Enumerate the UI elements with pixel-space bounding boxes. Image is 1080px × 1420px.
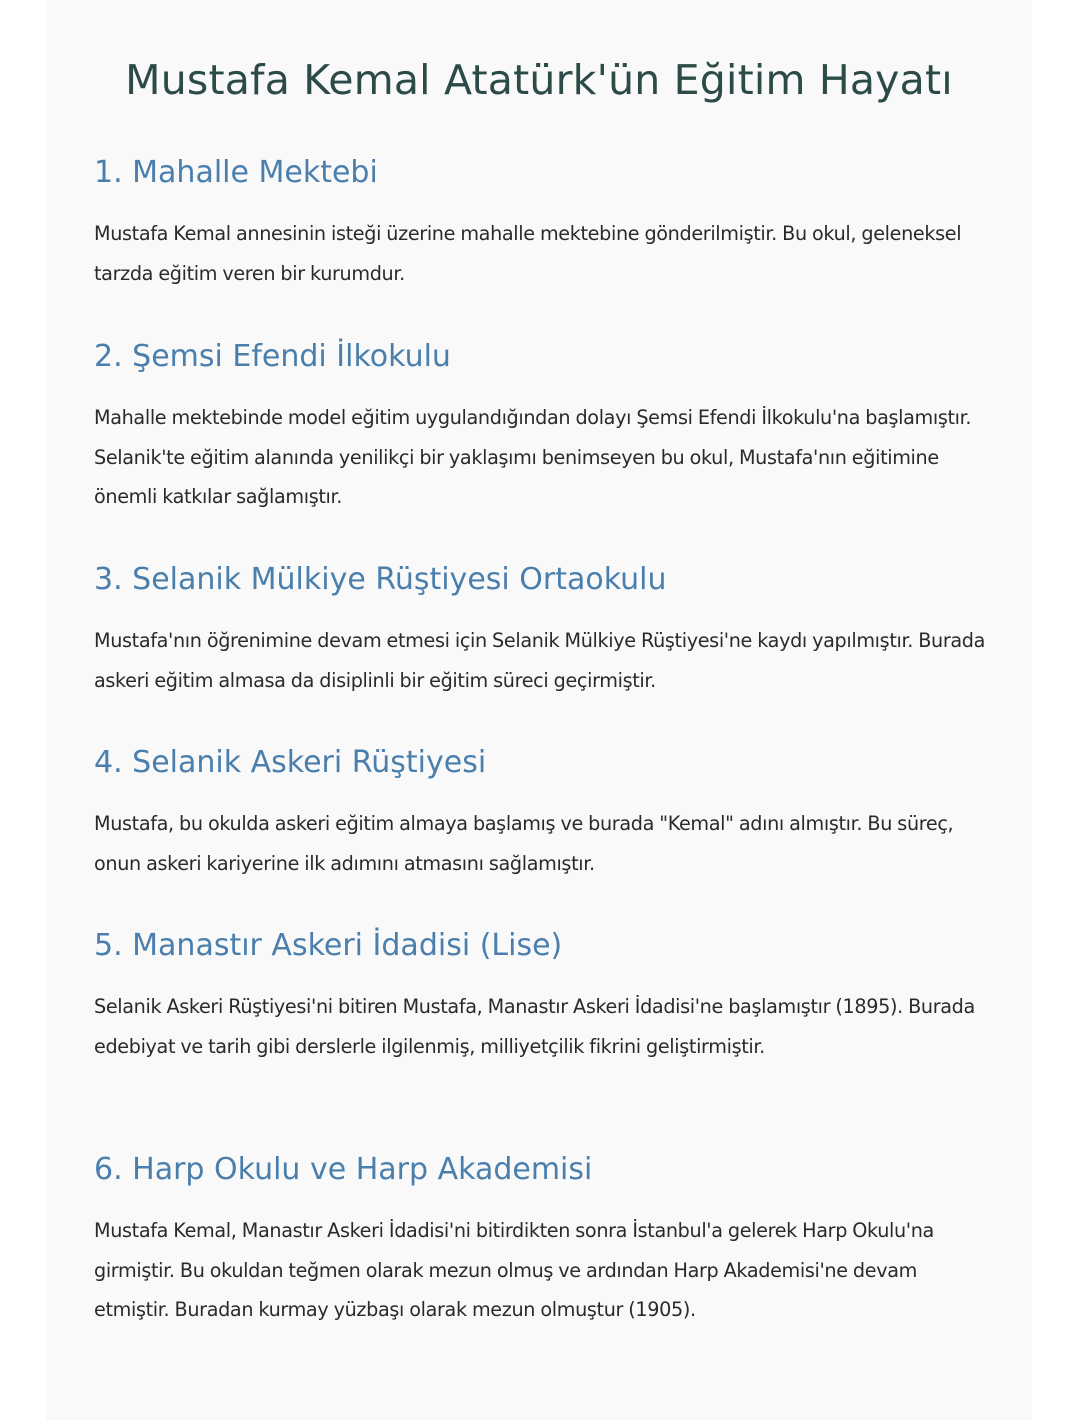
section-heading: 6. Harp Okulu ve Harp Akademisi bbox=[94, 1152, 593, 1187]
section-manastir-askeri-idadisi bbox=[94, 926, 989, 1066]
section-heading: 4. Selanik Askeri Rüştiyesi bbox=[94, 745, 487, 780]
section-heading: 2. Şemsi Efendi İlkokulu bbox=[94, 339, 451, 374]
section-body: Mahalle mektebinde model eğitim uygulandığından dolayı Şemsi Efendi İlkokulu'na başlamıştır. Selanik'te eğitim alanında yenilikçi bir yaklaşımı benimseyen bu okul, Mustafa'nın eğitimine önemli katkılar sağlamıştır. bbox=[94, 406, 972, 508]
section-heading: 5. Manastır Askeri İdadisi (Lise) bbox=[94, 928, 563, 963]
section-selanik-mulkiye-rustiyesi bbox=[94, 560, 989, 700]
section-heading: 1. Mahalle Mektebi bbox=[94, 155, 378, 190]
section-selanik-askeri-rustiyesi bbox=[94, 743, 989, 883]
section-heading: 3. Selanik Mülkiye Rüştiyesi Ortaokulu bbox=[94, 562, 667, 597]
section-semsi-efendi-ilkokulu bbox=[94, 337, 989, 517]
page-title: Mustafa Kemal Atatürk'ün Eğitim Hayatı bbox=[125, 56, 953, 104]
section-body: Mustafa Kemal, Manastır Askeri İdadisi'ni bitirdikten sonra İstanbul'a gelerek Harp Okulu'na girmiştir. Bu okuldan teğmen olarak mezun olmuş ve ardından Harp Akademisi'ne devam etmiştir. Buradan kurmay yüzbaşı olarak mezun olmuştur (1905). bbox=[94, 1219, 934, 1321]
section-harp-okulu-akademisi bbox=[94, 1150, 989, 1330]
document-card bbox=[46, 0, 1032, 1420]
section-body: Mustafa'nın öğrenimine devam etmesi için Selanik Mülkiye Rüştiyesi'ne kaydı yapılmıştır. Burada askeri eğitim almasa da disiplinli bir eğitim süreci geçirmiştir. bbox=[94, 629, 986, 692]
section-mahalle-mektebi bbox=[94, 153, 989, 293]
section-body: Selanik Askeri Rüştiyesi'ni bitiren Mustafa, Manastır Askeri İdadisi'ne başlamıştır (1895). Burada edebiyat ve tarih gibi derslerle ilgilenmiş, milliyetçilik fikrini geliştirmiştir. bbox=[94, 995, 975, 1058]
section-body: Mustafa, bu okulda askeri eğitim almaya başlamış ve burada "Kemal" adını almıştır. Bu süreç, onun askeri kariyerine ilk adımını atmasını sağlamıştır. bbox=[94, 812, 954, 875]
section-body: Mustafa Kemal annesinin isteği üzerine mahalle mektebine gönderilmiştir. Bu okul, geleneksel tarzda eğitim veren bir kurumdur. bbox=[94, 222, 962, 285]
